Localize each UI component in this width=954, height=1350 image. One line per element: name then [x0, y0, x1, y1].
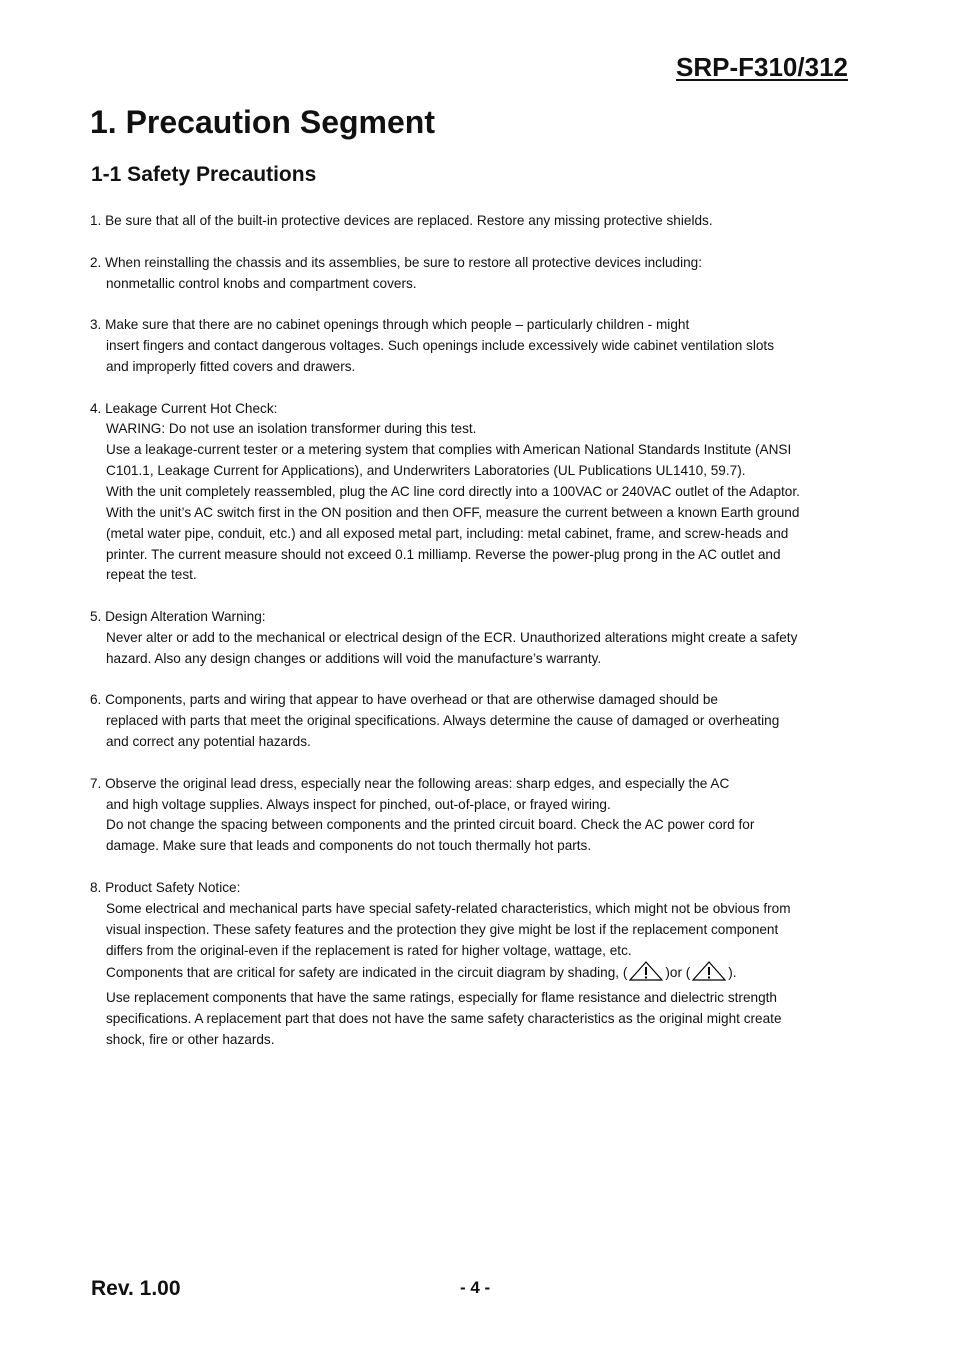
item-text: 4. Leakage Current Hot Check:	[90, 400, 278, 416]
warning-triangle-icon	[692, 961, 726, 988]
item-text: WARING: Do not use an isolation transformer during this test.	[106, 421, 477, 437]
precaution-item-2	[90, 253, 800, 295]
warning-triangle-icon	[629, 961, 663, 988]
precautions-list	[90, 211, 800, 1072]
revision-label: Rev. 1.00	[91, 1277, 181, 1300]
item-text: 2. When reinstalling the chassis and its assemblies, be sure to restore all protective devices including:	[90, 254, 703, 270]
precaution-item-4	[90, 399, 800, 587]
precaution-item-5	[90, 607, 800, 670]
item-text	[90, 961, 800, 988]
item-text: Use replacement components that have the same ratings, especially for flame resistance and dielectric strength specifications. A replacement part that does not have the same safety characteristics as the original might create shock, fire or other hazards.	[106, 990, 782, 1047]
item-text: 3. Make sure that there are no cabinet openings through which people – particularly children - might	[90, 317, 690, 333]
item-text: nonmetallic control knobs and compartment covers.	[106, 275, 417, 291]
item-text: Use a leakage-current tester or a metering system that complies with American National Standards Institute (ANSI C101.1, Leakage Current for Applications), and Underwriters Laboratories (UL Publications UL1410, 59.7).	[106, 442, 792, 479]
item-text: With the unit completely reassembled, plug the AC line cord directly into a 100VAC or 240VAC outlet of the Adaptor.	[106, 483, 800, 499]
item-text: insert fingers and contact dangerous voltages. Such openings include excessively wide cabinet ventilation slots and improperly fitted covers and drawers.	[106, 338, 774, 374]
item-text: 5. Design Alteration Warning:	[90, 609, 266, 625]
item-text: 8. Product Safety Notice:	[90, 880, 241, 895]
item-text: 7. Observe the original lead dress, especially near the following areas: sharp edges, and especially the AC	[90, 775, 730, 791]
item-text: )or (	[665, 965, 691, 981]
page-number: - 4 -	[460, 1278, 491, 1297]
model-number: SRP-F310/312	[676, 52, 848, 82]
precaution-item-7	[90, 774, 800, 857]
item-text: Some electrical and mechanical parts have special safety-related characteristics, which might not be obvious from visual inspection. These safety features and the protection they give might be lost if the replacement component differs from the original-even if the replacement is rated for higher voltage, wattage, etc.	[106, 900, 791, 958]
precaution-item-3	[90, 315, 800, 378]
item-text: Never alter or add to the mechanical or electrical design of the ECR. Unauthorized alterations might create a safety hazard. Also any design changes or additions will void the manufacture’s warranty.	[106, 629, 798, 666]
item-text: 1. Be sure that all of the built-in protective devices are replaced. Restore any missing protective shields.	[90, 213, 713, 228]
section-title: 1-1 Safety Precautions	[91, 163, 317, 186]
precaution-item-1	[90, 211, 800, 232]
item-text: and high voltage supplies. Always inspect for pinched, out-of-place, or frayed wiring.	[106, 796, 611, 812]
item-text: With the unit’s AC switch first in the ON position and then OFF, measure the current between a known Earth ground (metal water pipe, conduit, etc.) and all exposed metal part, including: metal cabinet, frame, and screw-heads and printer. The current measure should not exceed 0.1 milliamp. Reverse the power-plug prong in the AC outlet and repeat the test.	[106, 504, 800, 583]
precaution-item-8	[90, 878, 800, 1051]
page-title: 1. Precaution Segment	[90, 104, 435, 140]
item-text: Components that are critical for safety are indicated in the circuit diagram by shading, (	[106, 965, 628, 981]
precaution-item-6	[90, 690, 800, 753]
item-text: Do not change the spacing between components and the printed circuit board. Check the AC power cord for damage. Make sure that leads and components do not touch thermally hot parts.	[106, 817, 755, 854]
item-text: ).	[728, 965, 737, 981]
item-text: 6. Components, parts and wiring that appear to have overhead or that are otherwise damaged should be	[90, 692, 718, 708]
item-text: replaced with parts that meet the original specifications. Always determine the cause of damaged or overheating and correct any potential hazards.	[106, 713, 780, 750]
